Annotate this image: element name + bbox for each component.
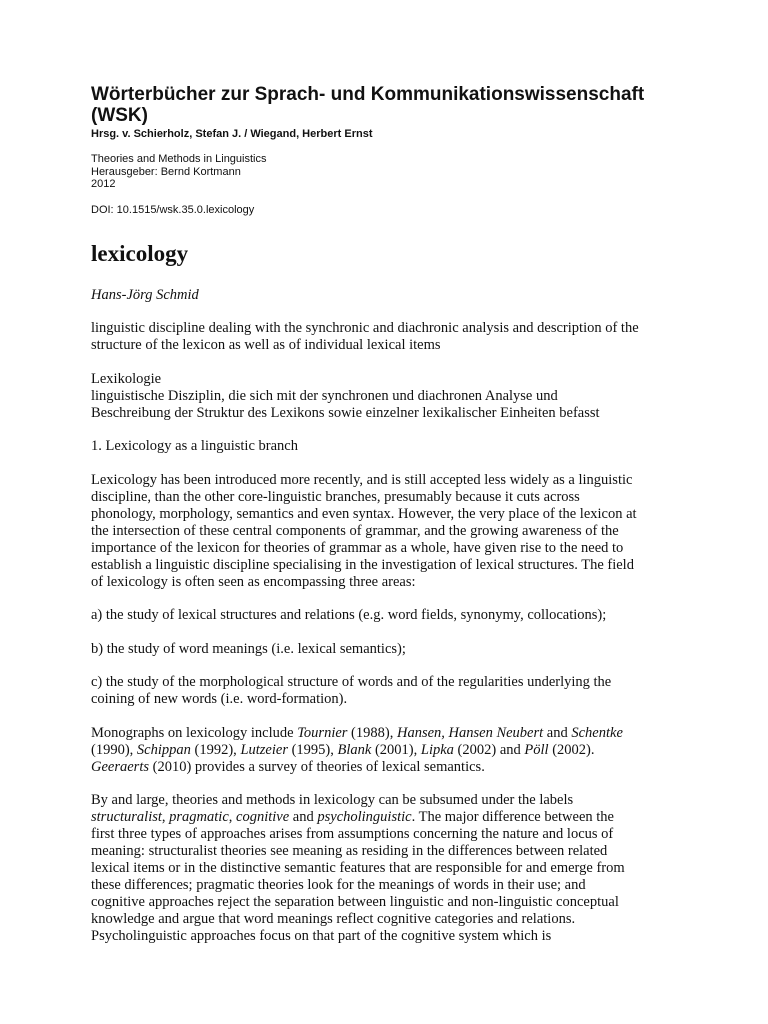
definition-english: linguistic discipline dealing with the synchronic and diachronic analysis and description of the structure of the lexicon as well as of individual lexical items <box>91 320 639 353</box>
citation-geeraerts: Geeraerts <box>91 758 149 775</box>
entry-title: lexicology <box>91 240 189 266</box>
volume-info <box>91 153 691 191</box>
doi-line: DOI: 10.1515/wsk.35.0.lexicology <box>91 203 255 216</box>
entry-author: Hans-Jörg Schmid <box>91 286 199 303</box>
intro-paragraph: Lexicology has been introduced more recently, and is still accepted less widely as a linguistic discipline, than the other core-linguistic branches, presumably because it cuts across phonology, morphology, semantics and even syntax. However, the very place of the lexicon at the intersection of these central components of grammar, and the growing awareness of the importance of the lexicon for theories of grammar as a whole, have given rise to the need to establish a linguistic discipline specialising in the investigation of lexical structures. The field of lexicology is often seen as encompassing three areas: <box>91 471 637 590</box>
list-item-c: c) the study of the morphological structure of words and of the regularities underlying the coining of new words (i.e. word-formation). <box>91 674 612 707</box>
citation-hansen: Hansen, Hansen Neubert <box>396 724 544 741</box>
series-editors: Hrsg. v. Schierholz, Stefan J. / Wiegand, Herbert Ernst <box>91 128 373 140</box>
german-term: Lexikologie <box>91 370 162 387</box>
volume-title: Theories and Methods in Linguistics <box>91 153 267 165</box>
document-page <box>91 84 691 945</box>
citation-lutzeier: Lutzeier <box>240 741 288 758</box>
list-item-b: b) the study of word meanings (i.e. lexical semantics); <box>91 640 406 657</box>
definition-german: Lexikologie linguistische Disziplin, die sich mit der synchronen und diachronen Analyse und Beschreibung der Struktur des Lexikons sowie einzelner lexikalischer Einheiten befasst <box>91 371 691 422</box>
series-title: Wörterbücher zur Sprach- und Kommunikationswissenschaft (WSK) <box>91 84 645 126</box>
approaches-paragraph: By and large, theories and methods in lexicology can be subsumed under the labels structuralist, pragmatic, cognitive and psycholinguistic. The major difference between the first three types of approaches arises from assumptions concerning the nature and locus of meaning: structuralist theories see meaning as residing in the differences between related lexical items or in the distinctive semantic features that are responsible for and emerge from these differences; pragmatic theories look for the meanings of words in their use; and cognitive approaches reject the separation between linguistic and non-linguistic conceptual knowledge and argue that word meanings reflect cognitive categories and relations. Psycholinguistic approaches focus on that part of the cognitive system which is <box>91 792 625 944</box>
citation-tournier: Tournier <box>297 724 348 741</box>
publication-year: 2012 <box>91 178 116 190</box>
citation-blank: Blank <box>337 741 372 758</box>
term-psycholinguistic: psycholinguistic <box>317 809 412 825</box>
citation-schippan: Schippan <box>136 741 191 758</box>
citation-schentke: Schentke <box>571 724 623 741</box>
list-item-a: a) the study of lexical structures and relations (e.g. word fields, synonymy, collocations); <box>91 607 607 623</box>
term-cognitive: cognitive <box>236 809 290 825</box>
citation-poell: Pöll <box>524 741 549 758</box>
volume-editor: Herausgeber: Bernd Kortmann <box>91 165 241 178</box>
monographs-paragraph: Monographs on lexicology include Tournier (1988), Hansen, Hansen Neubert and Schentke (1990), Schippan (1992), Lutzeier (1995), Blank (2001), Lipka (2002) and Pöll (2002). Geeraerts (2010) provides a survey of theories of lexical semantics. <box>91 724 623 775</box>
term-pragmatic: pragmatic <box>169 809 229 825</box>
citation-lipka: Lipka <box>420 741 454 758</box>
section-heading: 1. Lexicology as a linguistic branch <box>91 438 298 454</box>
term-structuralist: structuralist <box>91 809 162 825</box>
